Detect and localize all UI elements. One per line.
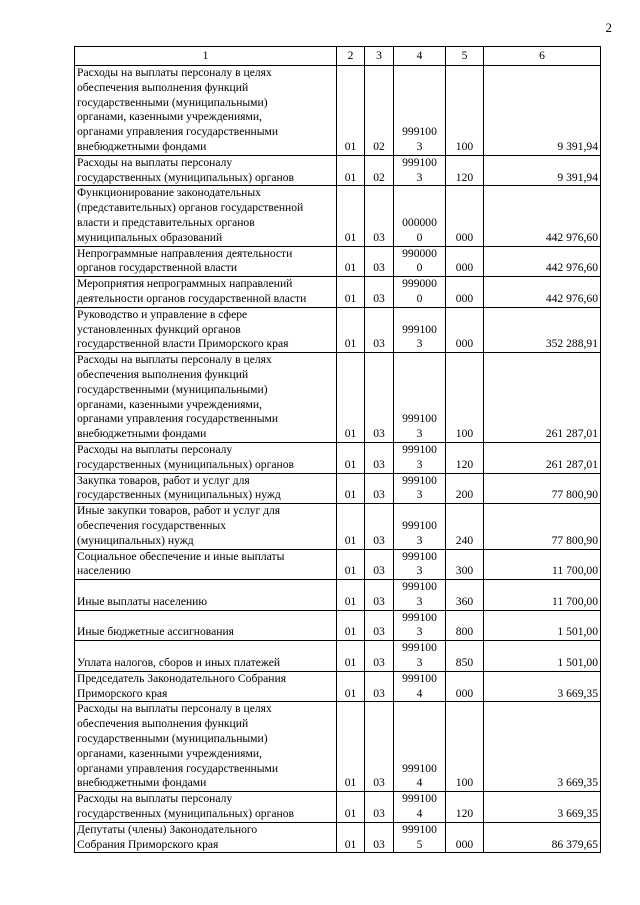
row-name: Функционирование законодательных (представительных) органов государственной власти и представительных органов муниципальных образований xyxy=(75,186,337,246)
row-section: 01 xyxy=(337,504,365,549)
row-expense-type: 300 xyxy=(446,549,484,580)
row-expense-type: 100 xyxy=(446,702,484,792)
row-target-item: 999100 3 xyxy=(394,353,446,443)
row-name: Председатель Законодательного Собрания Приморского края xyxy=(75,671,337,702)
row-amount: 11 700,00 xyxy=(484,549,601,580)
row-name: Мероприятия непрограммных направлений деятельности органов государственной власти xyxy=(75,277,337,308)
row-name: Расходы на выплаты персоналу государственных (муниципальных) органов xyxy=(75,792,337,823)
row-name: Иные бюджетные ассигнования xyxy=(75,610,337,641)
row-amount: 77 800,90 xyxy=(484,504,601,549)
row-amount: 261 287,01 xyxy=(484,442,601,473)
table-row xyxy=(75,580,601,611)
row-target-item: 999100 3 xyxy=(394,641,446,672)
row-amount: 1 501,00 xyxy=(484,641,601,672)
row-amount: 1 501,00 xyxy=(484,610,601,641)
row-amount: 9 391,94 xyxy=(484,66,601,156)
row-subsection: 03 xyxy=(365,504,394,549)
table-row xyxy=(75,66,601,156)
row-expense-type: 360 xyxy=(446,580,484,611)
row-name: Расходы на выплаты персоналу в целях обеспечения выполнения функций государственными (муниципальными) органами, казенными учреждениями, органами управления государственными внебюджетными фондами xyxy=(75,353,337,443)
row-subsection: 03 xyxy=(365,671,394,702)
budget-table xyxy=(74,46,601,853)
row-amount: 3 669,35 xyxy=(484,702,601,792)
table-row xyxy=(75,671,601,702)
row-subsection: 03 xyxy=(365,610,394,641)
row-name: Уплата налогов, сборов и иных платежей xyxy=(75,641,337,672)
row-target-item: 999100 3 xyxy=(394,504,446,549)
row-expense-type: 100 xyxy=(446,353,484,443)
table-row xyxy=(75,473,601,504)
header-col-6: 6 xyxy=(484,47,601,66)
row-name: Непрограммные направления деятельности органов государственной власти xyxy=(75,246,337,277)
row-section: 01 xyxy=(337,702,365,792)
row-target-item: 990000 0 xyxy=(394,246,446,277)
row-section: 01 xyxy=(337,277,365,308)
row-amount: 3 669,35 xyxy=(484,671,601,702)
row-section: 01 xyxy=(337,822,365,853)
row-subsection: 03 xyxy=(365,307,394,352)
row-target-item: 999100 3 xyxy=(394,307,446,352)
row-amount: 11 700,00 xyxy=(484,580,601,611)
header-row xyxy=(75,47,601,66)
row-section: 01 xyxy=(337,442,365,473)
row-target-item: 999000 0 xyxy=(394,277,446,308)
row-target-item: 999100 3 xyxy=(394,473,446,504)
row-expense-type: 200 xyxy=(446,473,484,504)
row-subsection: 03 xyxy=(365,442,394,473)
row-name: Расходы на выплаты персоналу государственных (муниципальных) органов xyxy=(75,155,337,186)
row-target-item: 999100 3 xyxy=(394,580,446,611)
table-row xyxy=(75,610,601,641)
row-subsection: 03 xyxy=(365,702,394,792)
row-amount: 442 976,60 xyxy=(484,186,601,246)
header-col-2: 2 xyxy=(337,47,365,66)
header-col-5: 5 xyxy=(446,47,484,66)
row-subsection: 02 xyxy=(365,66,394,156)
row-target-item: 999100 4 xyxy=(394,702,446,792)
row-amount: 3 669,35 xyxy=(484,792,601,823)
row-section: 01 xyxy=(337,671,365,702)
row-amount: 442 976,60 xyxy=(484,277,601,308)
header-col-1: 1 xyxy=(75,47,337,66)
table-row xyxy=(75,641,601,672)
row-expense-type: 120 xyxy=(446,442,484,473)
row-name: Депутаты (члены) Законодательного Собрания Приморского края xyxy=(75,822,337,853)
row-name: Руководство и управление в сфере установленных функций органов государственной власти Приморского края xyxy=(75,307,337,352)
table-row xyxy=(75,792,601,823)
row-name: Социальное обеспечение и иные выплаты населению xyxy=(75,549,337,580)
row-section: 01 xyxy=(337,549,365,580)
row-section: 01 xyxy=(337,353,365,443)
row-expense-type: 100 xyxy=(446,66,484,156)
row-section: 01 xyxy=(337,580,365,611)
row-target-item: 999100 3 xyxy=(394,610,446,641)
row-amount: 442 976,60 xyxy=(484,246,601,277)
row-subsection: 03 xyxy=(365,580,394,611)
row-subsection: 03 xyxy=(365,641,394,672)
row-amount: 86 379,65 xyxy=(484,822,601,853)
row-name: Расходы на выплаты персоналу в целях обеспечения выполнения функций государственными (муниципальными) органами, казенными учреждениями, органами управления государственными внебюджетными фондами xyxy=(75,702,337,792)
row-amount: 352 288,91 xyxy=(484,307,601,352)
row-section: 01 xyxy=(337,246,365,277)
row-amount: 261 287,01 xyxy=(484,353,601,443)
table-row xyxy=(75,504,601,549)
row-expense-type: 000 xyxy=(446,186,484,246)
table-row xyxy=(75,246,601,277)
table-row xyxy=(75,353,601,443)
row-expense-type: 000 xyxy=(446,307,484,352)
row-expense-type: 000 xyxy=(446,822,484,853)
row-section: 01 xyxy=(337,610,365,641)
row-name: Иные выплаты населению xyxy=(75,580,337,611)
row-name: Расходы на выплаты персоналу в целях обеспечения выполнения функций государственными (муниципальными) органами, казенными учреждениями, органами управления государственными внебюджетными фондами xyxy=(75,66,337,156)
row-target-item: 999100 3 xyxy=(394,155,446,186)
row-expense-type: 800 xyxy=(446,610,484,641)
row-target-item: 999100 3 xyxy=(394,549,446,580)
row-expense-type: 240 xyxy=(446,504,484,549)
row-subsection: 03 xyxy=(365,822,394,853)
row-section: 01 xyxy=(337,307,365,352)
row-target-item: 999100 3 xyxy=(394,442,446,473)
row-section: 01 xyxy=(337,641,365,672)
row-expense-type: 850 xyxy=(446,641,484,672)
row-target-item: 999100 4 xyxy=(394,792,446,823)
row-name: Расходы на выплаты персоналу государственных (муниципальных) органов xyxy=(75,442,337,473)
row-subsection: 03 xyxy=(365,473,394,504)
header-col-4: 4 xyxy=(394,47,446,66)
row-section: 01 xyxy=(337,792,365,823)
row-section: 01 xyxy=(337,473,365,504)
row-amount: 77 800,90 xyxy=(484,473,601,504)
table-row xyxy=(75,702,601,792)
row-target-item: 999100 5 xyxy=(394,822,446,853)
row-name: Закупка товаров, работ и услуг для государственных (муниципальных) нужд xyxy=(75,473,337,504)
row-subsection: 02 xyxy=(365,155,394,186)
row-subsection: 03 xyxy=(365,186,394,246)
row-name: Иные закупки товаров, работ и услуг для обеспечения государственных (муниципальных) нужд xyxy=(75,504,337,549)
row-expense-type: 000 xyxy=(446,246,484,277)
row-subsection: 03 xyxy=(365,549,394,580)
row-amount: 9 391,94 xyxy=(484,155,601,186)
row-section: 01 xyxy=(337,66,365,156)
row-subsection: 03 xyxy=(365,246,394,277)
header-col-3: 3 xyxy=(365,47,394,66)
table-body xyxy=(75,66,601,853)
row-section: 01 xyxy=(337,186,365,246)
row-expense-type: 000 xyxy=(446,671,484,702)
table-row xyxy=(75,186,601,246)
row-section: 01 xyxy=(337,155,365,186)
table-row xyxy=(75,277,601,308)
row-target-item: 999100 4 xyxy=(394,671,446,702)
table-row xyxy=(75,155,601,186)
table-row xyxy=(75,442,601,473)
row-expense-type: 120 xyxy=(446,792,484,823)
row-expense-type: 120 xyxy=(446,155,484,186)
table-row xyxy=(75,822,601,853)
row-target-item: 999100 3 xyxy=(394,66,446,156)
table-row xyxy=(75,307,601,352)
page-number: 2 xyxy=(605,20,612,35)
row-target-item: 000000 0 xyxy=(394,186,446,246)
table-row xyxy=(75,549,601,580)
row-expense-type: 000 xyxy=(446,277,484,308)
row-subsection: 03 xyxy=(365,277,394,308)
row-subsection: 03 xyxy=(365,792,394,823)
row-subsection: 03 xyxy=(365,353,394,443)
